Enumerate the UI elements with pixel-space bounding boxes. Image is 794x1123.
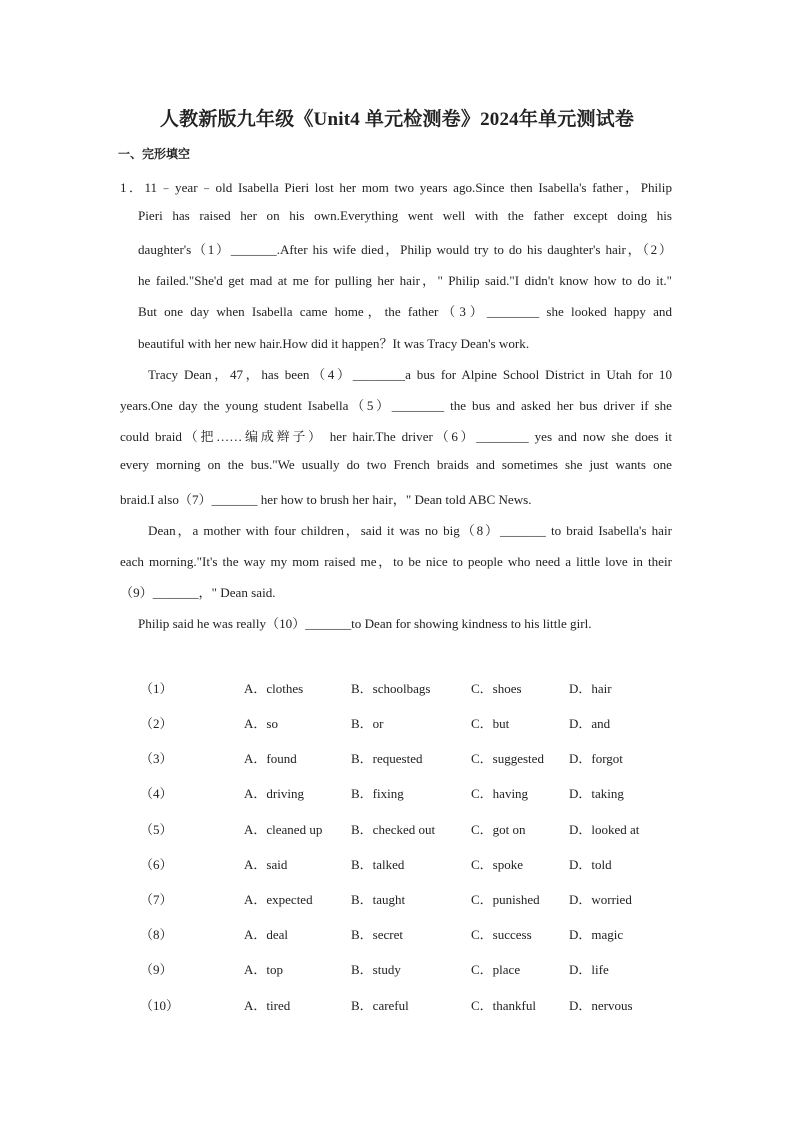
passage-line: he failed."She'd get mad at me for pulling her hair，" Philip said."I didn't know how to do it." [138,273,672,288]
passage-line: years.One day the young student Isabella（5）________ the bus and asked her bus driver if she [120,398,672,413]
option-d[interactable]: D．magic [569,927,624,942]
option-d[interactable]: D．looked at [569,822,640,837]
option-a[interactable]: A．deal [244,927,289,942]
question-number: （4） [140,786,173,801]
option-d[interactable]: D．taking [569,786,624,801]
option-b[interactable]: B．or [351,716,384,731]
passage-line: Pieri has raised her on his own.Everything went well with the father except doing his [138,208,672,223]
option-a[interactable]: A．said [244,857,288,872]
question-number: （10） [140,998,180,1013]
option-c[interactable]: C．having [471,786,529,801]
option-a[interactable]: A．cleaned up [244,822,323,837]
option-c[interactable]: C．shoes [471,681,522,696]
option-d[interactable]: D．told [569,857,612,872]
option-a[interactable]: A．driving [244,786,304,801]
passage-line: braid.I also（7）_______ her how to brush her hair，" Dean told ABC News. [120,492,532,507]
question-number: （7） [140,892,173,907]
option-c[interactable]: C．thankful [471,998,536,1013]
passage-line: But one day when Isabella came home，the father（3）________ she looked happy and [138,304,672,319]
option-b[interactable]: B．careful [351,998,409,1013]
passage-line: Dean，a mother with four children，said it was no big（8）_______ to braid Isabella's hair [148,523,672,538]
question-number: （2） [140,716,173,731]
question-number: （8） [140,927,173,942]
option-c[interactable]: C．place [471,962,521,977]
option-c[interactable]: C．suggested [471,751,544,766]
question-number: （1） [140,681,173,696]
option-a[interactable]: A．so [244,716,278,731]
option-a[interactable]: A．expected [244,892,313,907]
option-b[interactable]: B．requested [351,751,423,766]
option-b[interactable]: B．checked out [351,822,436,837]
option-b[interactable]: B．secret [351,927,403,942]
passage-line: could braid（把……编成辫子） her hair.The driver（6）________ yes and now she does it [120,429,672,444]
option-b[interactable]: B．fixing [351,786,404,801]
option-c[interactable]: C．punished [471,892,540,907]
passage-line: 1．11﹣year﹣old Isabella Pieri lost her mom two years ago.Since then Isabella's father，Philip [120,180,672,195]
option-d[interactable]: D．and [569,716,611,731]
option-c[interactable]: C．but [471,716,510,731]
passage-line: beautiful with her new hair.How did it happen？It was Tracy Dean's work. [138,336,530,351]
option-a[interactable]: A．found [244,751,297,766]
option-a[interactable]: A．clothes [244,681,304,696]
option-b[interactable]: B．taught [351,892,406,907]
option-c[interactable]: C．got on [471,822,526,837]
question-number: （6） [140,857,173,872]
option-d[interactable]: D．forgot [569,751,623,766]
passage-line: each morning."It's the way my mom raised me，to be nice to people who need a little love in their [120,554,672,569]
option-c[interactable]: C．spoke [471,857,524,872]
page-title: 人教新版九年级《Unit4 单元检测卷》2024年单元测试卷 [159,109,635,130]
passage-line: Tracy Dean，47，has been（4）________a bus for Alpine School District in Utah for 10 [148,367,672,382]
option-d[interactable]: D．life [569,962,609,977]
option-d[interactable]: D．hair [569,681,612,696]
option-b[interactable]: B．talked [351,857,405,872]
passage-line: （9）_______，" Dean said. [120,585,276,600]
option-a[interactable]: A．top [244,962,284,977]
question-number: （3） [140,751,173,766]
passage-line: daughter's（1）_______.After his wife died，Philip would try to do his daughter's hair，（2） [138,242,672,257]
question-number: （9） [140,962,173,977]
passage-line: Philip said he was really（10）_______to Dean for showing kindness to his little girl. [138,616,592,631]
option-d[interactable]: D．worried [569,892,632,907]
option-c[interactable]: C．success [471,927,532,942]
option-b[interactable]: B．schoolbags [351,681,431,696]
option-b[interactable]: B．study [351,962,401,977]
passage-line: every morning on the bus."We usually do two French braids and sometimes she just wants one [120,457,672,472]
question-number: （5） [140,822,173,837]
option-a[interactable]: A．tired [244,998,291,1013]
section-heading: 一、完形填空 [118,147,191,161]
option-d[interactable]: D．nervous [569,998,633,1013]
